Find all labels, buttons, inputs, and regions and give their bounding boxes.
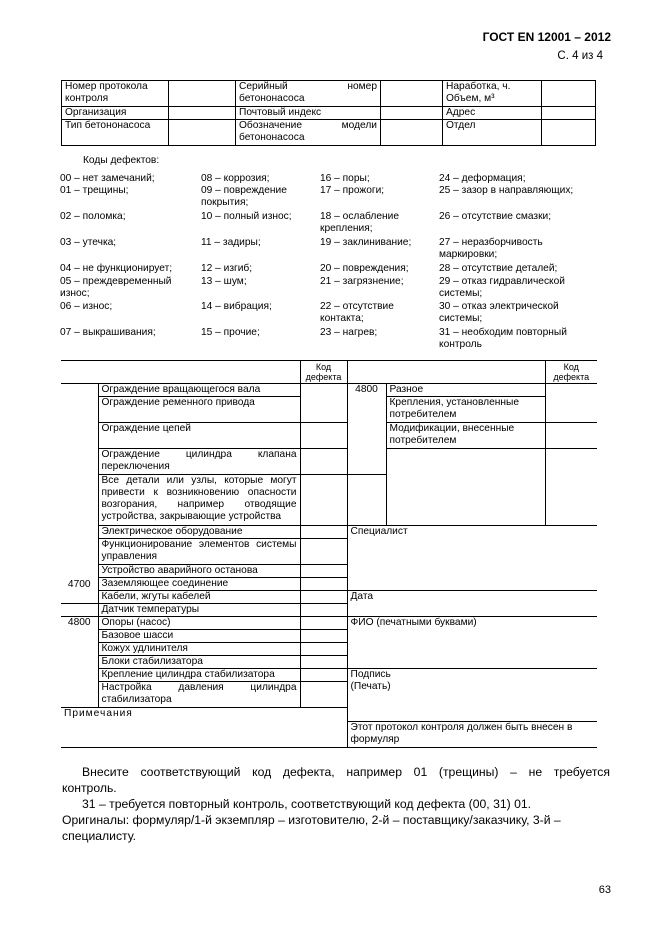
- address-value[interactable]: [542, 107, 596, 120]
- code-item: 09 – повреждение покрытия;: [201, 185, 287, 208]
- code-item: 11 – задиры;: [201, 237, 261, 248]
- code-item: 04 – не функционирует;: [60, 263, 173, 274]
- code-item: 23 – нагрев;: [320, 327, 378, 338]
- code-item: 06 – износ;: [60, 301, 113, 312]
- pump-type-label: Тип бетононасоса: [62, 120, 169, 146]
- item-label: Крепления, установленные потребителем: [386, 397, 545, 423]
- code-cell[interactable]: [545, 449, 597, 526]
- code-item: 17 – прожоги;: [320, 185, 385, 196]
- date-label: Дата: [347, 591, 597, 617]
- inspection-table: [61, 360, 597, 748]
- code-item: 19 – заклинивание;: [320, 237, 412, 248]
- protocol-header-table: [61, 80, 596, 146]
- fio-label: ФИО (печатными буквами): [347, 617, 597, 669]
- code-cell[interactable]: [300, 643, 347, 656]
- item-label: Блоки стабилизатора: [98, 656, 300, 669]
- item-label: Электрическое оборудование: [98, 526, 300, 539]
- item-label: Датчик температуры: [98, 604, 300, 617]
- instruction-p2: 31 – требуется повторный контроль, соответствующий код дефекта (00, 31) 01.: [82, 797, 532, 811]
- protocol-note: Этот протокол контроля должен быть внесен в формуляр: [347, 722, 597, 748]
- department-value[interactable]: [542, 120, 596, 146]
- address-label: Адрес: [443, 107, 542, 120]
- postal-code-value[interactable]: [381, 107, 443, 120]
- code-cell[interactable]: [300, 604, 347, 617]
- code-item: 13 – шум;: [201, 276, 247, 287]
- code-cell[interactable]: [300, 578, 347, 591]
- code-cell[interactable]: [300, 475, 347, 526]
- organization-value[interactable]: [169, 107, 236, 120]
- code-item: 03 – утечка;: [60, 237, 117, 248]
- item-label: Опоры (насос): [98, 617, 300, 630]
- protocol-number-label: Номер протокола контроля: [62, 81, 169, 107]
- postal-code-label: Почтовый индекс: [236, 107, 381, 120]
- code-cell[interactable]: [300, 617, 347, 630]
- header-blank-left: [61, 361, 300, 384]
- group-code-4800-right: 4800: [347, 384, 386, 475]
- item-label: Ограждение цепей: [98, 423, 300, 449]
- item-label: Кабели, жгуты кабелей: [98, 591, 300, 604]
- item-label: Устройство аварийного останова: [98, 565, 300, 578]
- instructions: [62, 764, 610, 844]
- hours-volume-value[interactable]: [542, 81, 596, 107]
- code-item: 28 – отсутствие деталей;: [439, 263, 558, 274]
- organization-label: Организация: [62, 107, 169, 120]
- signature-label: Подпись: [350, 669, 391, 680]
- code-cell[interactable]: [300, 449, 347, 475]
- department-label: Отдел: [443, 120, 542, 146]
- item-label: Заземляющее соединение: [98, 578, 300, 591]
- item-label: Кожух удлинителя: [98, 643, 300, 656]
- code-cell[interactable]: [300, 526, 347, 539]
- code-item: 26 – отсутствие смазки;: [439, 211, 552, 222]
- stamp-label: (Печать): [350, 681, 391, 692]
- code-cell[interactable]: [300, 565, 347, 578]
- item-label: Все детали или узлы, которые могут привести к возникновению опасности возгорания, например отводящие устройства, закрывающие устройства: [98, 475, 300, 526]
- code-item: 01 – трещины;: [60, 185, 129, 196]
- instruction-p3: Оригиналы: формуляр/1-й экземпляр – изготовителю, 2-й – поставщику/заказчику, 3-й – специалисту.: [62, 813, 561, 843]
- code-item: 14 – вибрация;: [201, 301, 272, 312]
- code-item: 21 – загрязнение;: [320, 276, 404, 287]
- standard-number: ГОСТ EN 12001 – 2012: [482, 30, 611, 44]
- item-label: Модификации, внесенные потребителем: [386, 423, 545, 449]
- item-label: Крепление цилиндра стабилизатора: [98, 669, 300, 682]
- blank-cell: [61, 591, 98, 604]
- item-label: Ограждение вращающегося вала: [98, 384, 300, 397]
- code-cell[interactable]: [300, 669, 347, 682]
- code-item: 27 – неразборчивость маркировки;: [439, 237, 543, 260]
- code-cell[interactable]: [300, 682, 347, 708]
- code-cell[interactable]: [545, 423, 597, 449]
- code-item: 29 – отказ гидравлической системы;: [439, 276, 565, 299]
- group-code-4700: 4700: [61, 384, 98, 591]
- notes-label: Примечания: [61, 708, 347, 748]
- item-label: Настройка давления цилиндра стабилизатора: [98, 682, 300, 708]
- specialist-label: Специалист: [347, 526, 597, 591]
- code-item: 22 – отсутствие контакта;: [320, 301, 394, 324]
- group-code-4800-left: 4800: [61, 617, 98, 708]
- page-of: С. 4 из 4: [557, 50, 603, 62]
- blank-cell: [386, 449, 545, 526]
- code-item: 07 – выкрашивания;: [60, 327, 156, 338]
- item-label: Функционирование элементов системы управления: [98, 539, 300, 565]
- item-label: Базовое шасси: [98, 630, 300, 643]
- code-item: 10 – полный износ;: [201, 211, 292, 222]
- page-number: 63: [598, 884, 611, 896]
- item-label: Разное: [386, 384, 545, 397]
- code-item: 18 – ослабление крепления;: [320, 211, 399, 234]
- code-item: 00 – нет замечаний;: [60, 173, 155, 184]
- code-cell[interactable]: [300, 630, 347, 643]
- code-cell[interactable]: [300, 591, 347, 604]
- model-label: Обозначение модели бетононасоса: [236, 120, 381, 146]
- protocol-number-value[interactable]: [169, 81, 236, 107]
- code-item: 02 – поломка;: [60, 211, 126, 222]
- code-header-right: Код дефекта: [545, 361, 597, 384]
- code-item: 08 – коррозия;: [201, 173, 270, 184]
- code-cell[interactable]: [545, 384, 597, 423]
- code-item: 30 – отказ электрической системы;: [439, 301, 559, 324]
- blank-cell: [61, 604, 98, 617]
- code-cell[interactable]: [300, 423, 347, 449]
- item-label: Ограждение цилиндра клапана переключения: [98, 449, 300, 475]
- code-item: 25 – зазор в направляющих;: [439, 185, 574, 196]
- code-header-left: Код дефекта: [300, 361, 347, 384]
- code-item: 31 – необходим повторный контроль: [439, 327, 567, 350]
- code-cell[interactable]: [300, 656, 347, 669]
- hours-volume-label: Наработка, ч. Объем, м³: [443, 81, 542, 107]
- code-cell[interactable]: [300, 539, 347, 565]
- blank-cell: [347, 475, 386, 526]
- codes-title: Коды дефектов:: [83, 155, 160, 166]
- model-value[interactable]: [381, 120, 443, 146]
- signature-cell: [347, 669, 597, 722]
- header-blank-right: [347, 361, 545, 384]
- serial-number-label: Серийный номер бетононасоса: [236, 81, 381, 107]
- code-item: 20 – повреждения;: [320, 263, 409, 274]
- instruction-p1: Внесите соответствующий код дефекта, например 01 (трещины) – не требуется контроль.: [62, 765, 610, 795]
- serial-number-value[interactable]: [381, 81, 443, 107]
- code-item: 24 – деформация;: [439, 173, 526, 184]
- code-item: 15 – прочие;: [201, 327, 260, 338]
- item-label: Ограждение ременного привода: [98, 397, 300, 423]
- pump-type-value[interactable]: [169, 120, 236, 146]
- code-item: 12 – изгиб;: [201, 263, 253, 274]
- code-item: 16 – поры;: [320, 173, 370, 184]
- code-item: 05 – преждевременный износ;: [60, 276, 172, 299]
- code-cell[interactable]: [300, 384, 347, 423]
